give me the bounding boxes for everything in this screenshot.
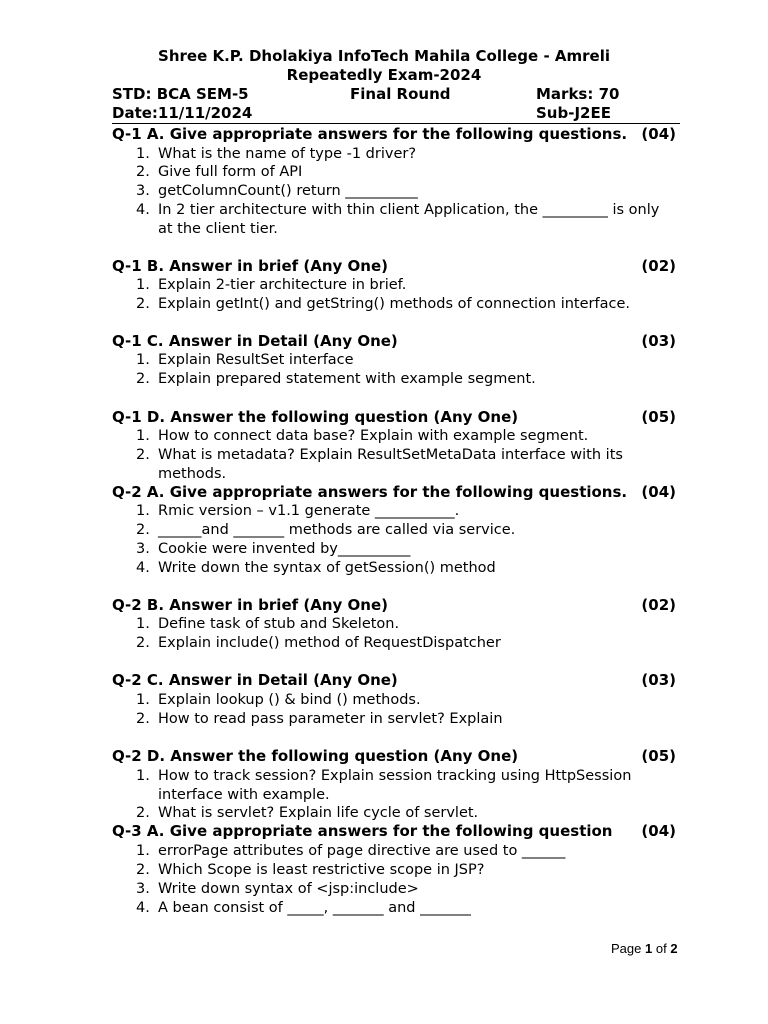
section-title: Q-2 C. Answer in Detail (Any One) [112, 671, 398, 689]
question-number: 1. [136, 277, 150, 293]
question-number: 4. [136, 900, 150, 916]
question-text: What is servlet? Explain life cycle of servlet. [158, 805, 479, 821]
question-text: How to connect data base? Explain with example segment. [158, 428, 589, 444]
round: Final Round [350, 85, 451, 103]
question-number: 4. [136, 202, 150, 218]
section-heading [112, 257, 676, 275]
section-heading [112, 332, 676, 350]
of-word: of [655, 941, 667, 956]
section-marks: (03) [641, 332, 676, 350]
question-text: What is the name of type -1 driver? [158, 146, 417, 162]
question-text: How to track session? Explain session tracking using HttpSession interface with example. [158, 768, 632, 803]
section-marks: (05) [641, 747, 676, 765]
total-marks: Marks: 70 [536, 85, 620, 103]
question-text: Give full form of API [158, 164, 303, 180]
question-number: 3. [136, 541, 150, 557]
question-number: 1. [136, 843, 150, 859]
page-number-footer [611, 941, 678, 956]
section-title: Q-3 A. Give appropriate answers for the following question [112, 822, 613, 840]
section-heading [112, 408, 676, 426]
section-heading [112, 125, 676, 143]
question-text: errorPage attributes of page directive are used to ______ [158, 843, 566, 859]
section-title: Q-2 A. Give appropriate answers for the following questions. [112, 483, 628, 501]
section-marks: (02) [641, 257, 676, 275]
question-text: Explain lookup () & bind () methods. [158, 692, 421, 708]
section-marks: (05) [641, 408, 676, 426]
question-number: 1. [136, 352, 150, 368]
section-title: Q-1 C. Answer in Detail (Any One) [112, 332, 398, 350]
section-title: Q-1 A. Give appropriate answers for the following questions. [112, 125, 628, 143]
question-text: Define task of stub and Skeleton. [158, 616, 400, 632]
question-number: 3. [136, 881, 150, 897]
question-number: 2. [136, 447, 150, 463]
question-text: Rmic version – v1.1 generate ___________. [158, 503, 460, 519]
question-text: Which Scope is least restrictive scope in JSP? [158, 862, 485, 878]
question-text: How to read pass parameter in servlet? Explain [158, 711, 503, 727]
question-number: 2. [136, 711, 150, 727]
question-number: 1. [136, 692, 150, 708]
question-number: 2. [136, 522, 150, 538]
exam-date: Date:11/11/2024 [112, 104, 253, 122]
question-number: 2. [136, 296, 150, 312]
question-number: 2. [136, 805, 150, 821]
question-text: Cookie were invented by__________ [158, 541, 411, 557]
section-heading [112, 822, 676, 840]
question-number: 1. [136, 616, 150, 632]
question-text: Explain include() method of RequestDispatcher [158, 635, 501, 651]
college-name: Shree K.P. Dholakiya InfoTech Mahila College - Amreli [158, 47, 610, 65]
question-number: 1. [136, 503, 150, 519]
question-number: 1. [136, 146, 150, 162]
question-number: 3. [136, 183, 150, 199]
standard: STD: BCA SEM-5 [112, 85, 249, 103]
question-text: Explain 2-tier architecture in brief. [158, 277, 407, 293]
question-number: 1. [136, 768, 150, 784]
question-text: Explain ResultSet interface [158, 352, 354, 368]
question-text: getColumnCount() return __________ [158, 183, 418, 199]
section-heading [112, 747, 676, 765]
section-marks: (04) [641, 822, 676, 840]
question-number: 2. [136, 371, 150, 387]
section-title: Q-1 D. Answer the following question (Any One) [112, 408, 519, 426]
current-page: 1 [645, 941, 653, 956]
question-text: ______and _______ methods are called via service. [158, 522, 516, 538]
question-text: A bean consist of _____, _______ and _______ [158, 900, 471, 916]
section-marks: (04) [641, 125, 676, 143]
section-marks: (03) [641, 671, 676, 689]
subject: Sub-J2EE [536, 104, 611, 122]
section-title: Q-2 D. Answer the following question (Any One) [112, 747, 519, 765]
section-marks: (04) [641, 483, 676, 501]
question-text: Write down the syntax of getSession() method [158, 560, 496, 576]
question-text: Explain getInt() and getString() methods of connection interface. [158, 296, 630, 312]
question-number: 2. [136, 862, 150, 878]
section-heading [112, 596, 676, 614]
total-pages: 2 [670, 941, 678, 956]
exam-title: Repeatedly Exam-2024 [286, 66, 482, 84]
section-marks: (02) [641, 596, 676, 614]
section-heading [112, 483, 676, 501]
section-title: Q-2 B. Answer in brief (Any One) [112, 596, 388, 614]
section-heading [112, 671, 676, 689]
question-number: 2. [136, 635, 150, 651]
header-divider [112, 123, 680, 124]
page-word: Page [611, 941, 642, 956]
question-text: In 2 tier architecture with thin client Application, the _________ is only at the client tier. [158, 202, 660, 237]
question-text: Explain prepared statement with example segment. [158, 371, 536, 387]
question-number: 4. [136, 560, 150, 576]
question-number: 2. [136, 164, 150, 180]
section-title: Q-1 B. Answer in brief (Any One) [112, 257, 388, 275]
question-number: 1. [136, 428, 150, 444]
question-text: Write down syntax of <jsp:include> [158, 881, 419, 897]
question-text: What is metadata? Explain ResultSetMetaData interface with its methods. [158, 447, 623, 482]
